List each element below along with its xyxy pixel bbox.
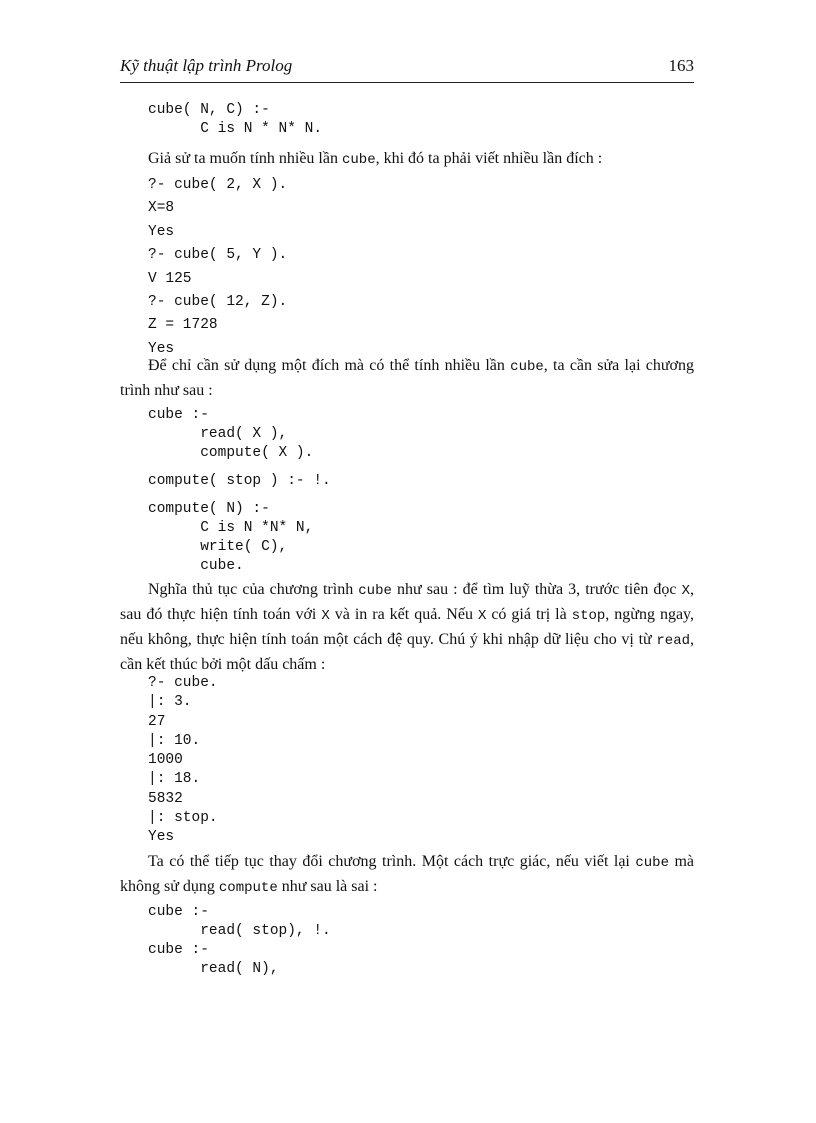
inline-code: cube [358, 583, 392, 599]
running-title: Kỹ thuật lập trình Prolog [120, 56, 293, 75]
text: Giả sử ta muốn tính nhiều lần [148, 150, 342, 167]
text: , ngừng ngay, nếu không, thực hiện tính toán một cách đệ quy. Chú ý khi nhập dữ liệu cho vị từ [120, 606, 695, 648]
code-block-session [148, 674, 218, 848]
code-block-cube-alt [148, 903, 331, 979]
inline-code: cube [635, 855, 669, 871]
text: Nghĩa thủ tục của chương trình [148, 581, 359, 598]
text: , sau đó thực hiện tính toán với [120, 581, 694, 623]
text: , ta cần sửa lại chương trình như sau : [120, 357, 695, 399]
code-block-compute [148, 500, 313, 576]
paragraph [120, 147, 694, 172]
code-line: cube( N, C) :- [148, 102, 270, 118]
text: như sau là sai : [277, 878, 378, 895]
code-line: ?- cube. [148, 675, 218, 691]
code-line: cube :- [148, 904, 209, 920]
code-line: Yes [148, 223, 175, 240]
inline-code: compute [218, 880, 278, 896]
code-line: cube :- [148, 407, 209, 423]
code-line: 27 [148, 713, 166, 730]
code-line: |: 3. [148, 694, 192, 711]
page-header [120, 56, 694, 83]
inline-code: read [656, 633, 690, 649]
code-line: |: 18. [148, 771, 201, 788]
text: , cần kết thúc bởi một dấu chấm : [120, 631, 694, 673]
code-line: X=8 [148, 200, 175, 217]
code-line: V 125 [148, 270, 192, 287]
text: như sau : để tìm luỹ thừa 3, trước tiên đọc [391, 581, 682, 598]
text: Ta có thể tiếp tục thay đổi chương trình. Một cách trực giác, nếu viết lại [148, 853, 636, 870]
inline-code: stop [571, 608, 606, 624]
code-block-compute-stop [148, 472, 331, 491]
inline-code: X [321, 608, 330, 624]
code-line: ?- cube( 5, Y ). [148, 247, 288, 264]
code-block-cube-read [148, 406, 313, 463]
inline-code: cube [510, 359, 544, 375]
text: có giá trị là [486, 606, 572, 623]
code-block-queries [148, 174, 287, 361]
code-line: C is N *N* N, [148, 520, 314, 536]
code-line: compute( stop ) :- !. [148, 473, 331, 489]
code-line: Z = 1728 [148, 317, 218, 334]
code-line: Yes [148, 340, 175, 357]
code-line: 5832 [148, 790, 183, 807]
code-line: write( C), [148, 539, 288, 555]
page-number: 163 [668, 56, 694, 75]
code-line: |: 10. [148, 732, 201, 749]
paragraph [120, 850, 694, 900]
code-line: cube :- [148, 942, 209, 958]
code-line: compute( X ). [148, 445, 314, 461]
code-line: cube. [148, 558, 244, 574]
text: mà không sử dụng [120, 853, 694, 895]
text: và in ra kết quả. Nếu [329, 606, 478, 623]
paragraph [120, 578, 694, 677]
code-line: 1000 [148, 752, 183, 769]
code-line: read( stop), !. [148, 923, 331, 939]
code-line: |: stop. [148, 810, 218, 827]
paragraph [120, 354, 694, 403]
code-block-cube-definition [148, 101, 322, 139]
code-line: read( X ), [148, 426, 288, 442]
code-line: Yes [148, 829, 175, 846]
code-line: C is N * N* N. [148, 121, 323, 137]
text: , khi đó ta phải viết nhiều lần đích : [375, 150, 603, 167]
inline-code: X [681, 583, 690, 599]
code-line: read( N), [148, 961, 279, 977]
code-line: ?- cube( 12, Z). [148, 294, 288, 311]
code-line: compute( N) :- [148, 501, 270, 517]
inline-code: cube [341, 152, 376, 168]
text: Để chỉ cần sử dụng một đích mà có thể tính nhiều lần [148, 357, 511, 374]
code-line: ?- cube( 2, X ). [148, 177, 288, 193]
inline-code: X [477, 608, 487, 624]
